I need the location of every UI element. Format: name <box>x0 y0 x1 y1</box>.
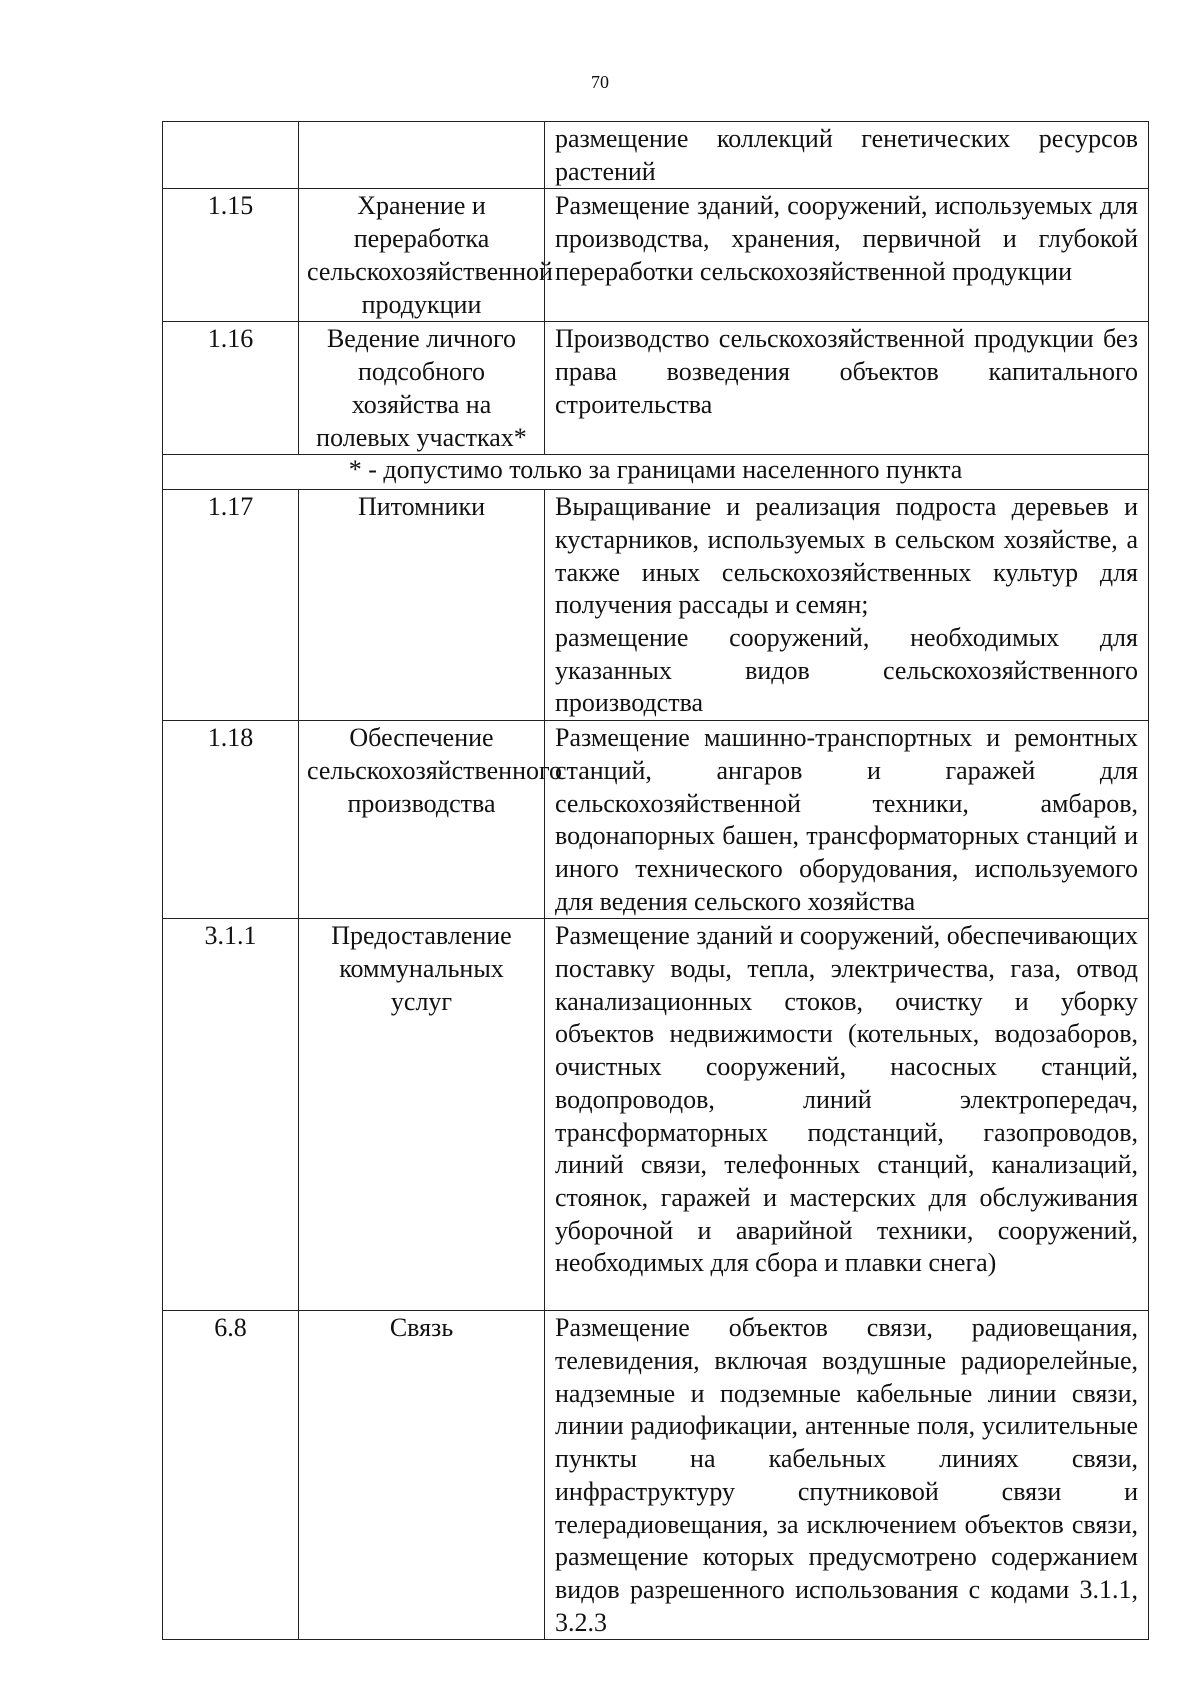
row-description: размещение коллекций генетических ресурсов растений <box>545 122 1149 189</box>
row-name <box>299 122 545 189</box>
row-code <box>163 122 299 189</box>
row-description: Производство сельскохозяйственной продукции без права возведения объектов капитального строительства <box>545 322 1149 455</box>
row-name: Обеспечение сельскохозяйственного производства <box>299 721 545 919</box>
row-name: Предоставление коммунальных услуг <box>299 919 545 1311</box>
row-code: 1.15 <box>163 189 299 322</box>
table-row <box>163 919 1149 1311</box>
land-use-table <box>162 121 1149 1640</box>
row-description: Размещение зданий, сооружений, используемых для производства, хранения, первичной и глубокой переработки сельскохозяйственной продукции <box>545 189 1149 322</box>
row-description: Размещение зданий и сооружений, обеспечивающих поставку воды, тепла, электричества, газа, отвод канализационных стоков, очистку и уборку объектов недвижимости (котельных, водозаборов, очистных сооружений, насосных станций, водопроводов, линий электропередач, трансформаторных подстанций, газопроводов, линий связи, телефонных станций, канализаций, стоянок, гаражей и мастерских для обслуживания уборочной и аварийной техники, сооружений, необходимых для сбора и плавки снега) <box>545 919 1149 1311</box>
row-name: Связь <box>299 1311 545 1640</box>
row-code: 6.8 <box>163 1311 299 1640</box>
table-row <box>163 322 1149 455</box>
row-name: Хранение и переработка сельскохозяйственной продукции <box>299 189 545 322</box>
table-row <box>163 721 1149 919</box>
table-row-footnote <box>163 455 1149 490</box>
row-code: 1.16 <box>163 322 299 455</box>
row-name: Ведение личного подсобного хозяйства на полевых участках* <box>299 322 545 455</box>
row-code: 1.17 <box>163 490 299 721</box>
row-name: Питомники <box>299 490 545 721</box>
row-description: Размещение объектов связи, радиовещания, телевидения, включая воздушные радиорелейные, надземные и подземные кабельные линии связи, линии радиофикации, антенные поля, усилительные пункты на кабельных линиях связи, инфраструктуру спутниковой связи и телерадиовещания, за исключением объектов связи, размещение которых предусмотрено содержанием видов разрешенного использования с кодами 3.1.1, 3.2.3 <box>545 1311 1149 1640</box>
row-code: 1.18 <box>163 721 299 919</box>
table-row <box>163 189 1149 322</box>
row-description: Размещение машинно-транспортных и ремонтных станций, ангаров и гаражей для сельскохозяйственной техники, амбаров, водонапорных башен, трансформаторных станций и иного технического оборудования, используемого для ведения сельского хозяйства <box>545 721 1149 919</box>
table-row <box>163 1311 1149 1640</box>
row-description-continued: размещение сооружений, необходимых для указанных видов сельскохозяйственного производства <box>555 623 1138 718</box>
row-code: 3.1.1 <box>163 919 299 1311</box>
row-description-cell <box>545 490 1149 721</box>
page-number: 70 <box>591 72 609 92</box>
table-row <box>163 490 1149 721</box>
row-description: Выращивание и реализация подроста деревьев и кустарников, используемых в сельском хозяйстве, а также иных сельскохозяйственных культур для получения рассады и семян; <box>555 492 1138 620</box>
table-row-continuation <box>163 122 1149 189</box>
footnote: * - допустимо только за границами населенного пункта <box>163 455 1149 490</box>
